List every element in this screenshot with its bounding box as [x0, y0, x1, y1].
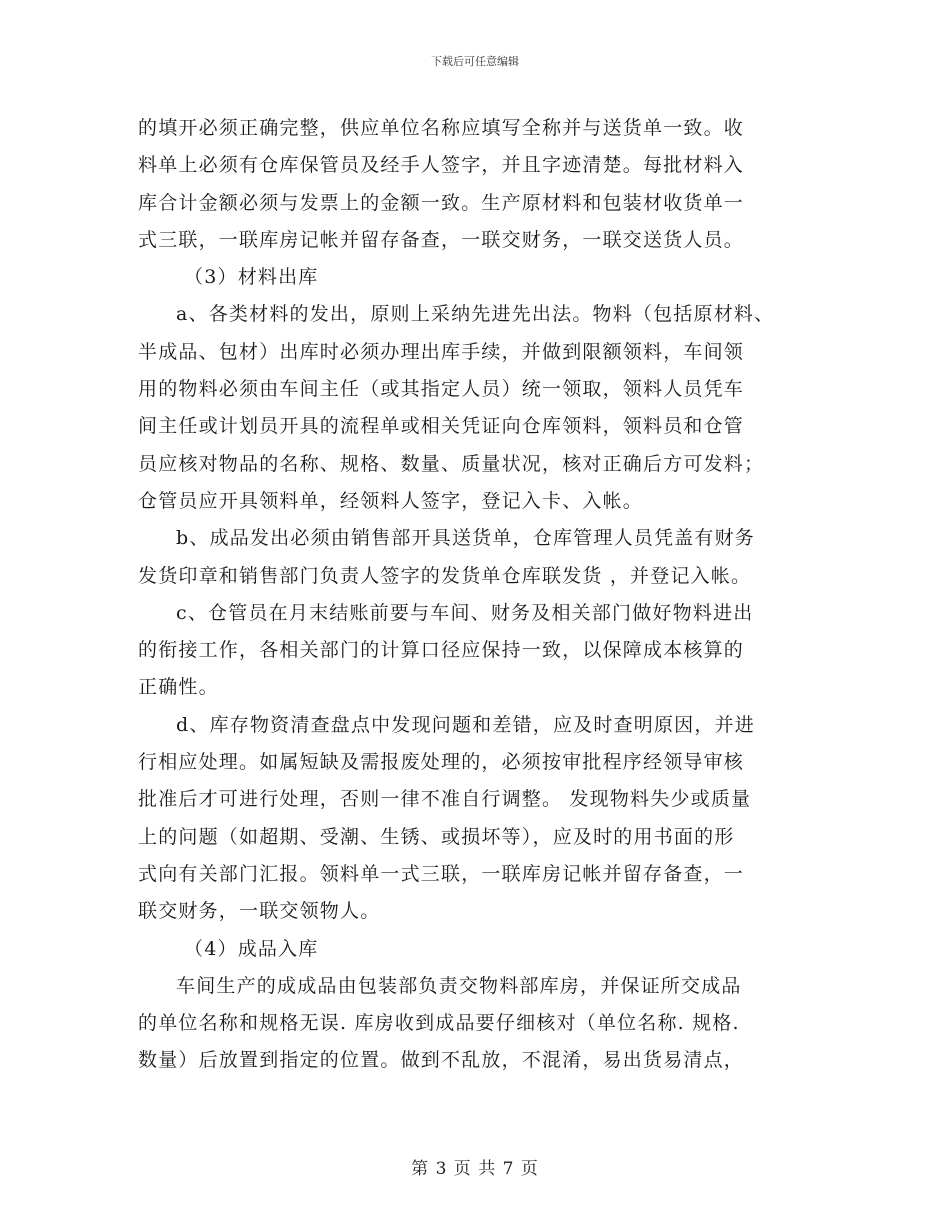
text-line: （4）成品入库	[184, 937, 319, 960]
document-body	[138, 110, 828, 1080]
text-line: 的衔接工作，各相关部门的计算口径应保持一致，以保障成本核算的	[138, 639, 745, 662]
text-line: d、库存物资清查盘点中发现问题和差错，应及时查明原因，并进	[176, 713, 755, 736]
text-line: 车间生产的成成品由包装部负责交物料部库房，并保证所交成品	[176, 974, 742, 997]
text-line: 用的物料必须由车间主任（或其指定人员）统一领取，领料人员凭车	[138, 378, 745, 401]
text-line: 式三联，一联库房记帐并留存备查，一联交财务，一联交送货人员。	[138, 228, 745, 251]
text-line: 员应核对物品的名称、规格、数量、质量状况，核对正确后方可发料；	[138, 452, 765, 475]
text-line: 式向有关部门汇报。领料单一式三联，一联库房记帐并留存备查，一	[138, 862, 745, 885]
text-line: 正确性。	[138, 676, 219, 699]
text-line: c、仓管员在月末结账前要与车间、财务及相关部门做好物料进出	[176, 601, 754, 624]
page-footer: 第 3 页 共 7 页	[411, 1159, 539, 1179]
text-line: 的填开必须正确完整，供应单位名称应填写全称并与送货单一致。收	[138, 117, 745, 139]
text-line: 半成品、包材）出库时必须办理出库手续，并做到限额领料，车间领	[138, 340, 745, 363]
text-line: 联交财务，一联交领物人。	[138, 900, 381, 923]
text-line: （3）材料出库	[184, 266, 319, 289]
text-line: 批准后才可进行处理，否则一律不准自行调整。 发现物料失少或质量	[138, 788, 752, 811]
text-line: a、各类材料的发出，原则上采纳先进先出法。物料（包括原材料、	[176, 303, 775, 326]
text-line: 发货印章和销售部门负责人签字的发货单仓库联发货 ，并登记入帐。	[138, 564, 752, 587]
text-line: 料单上必须有仓库保管员及经手人签字，并且字迹清楚。每批材料入	[138, 154, 745, 177]
text-line: 的单位名称和规格无误. 库房收到成品要仔细核对（单位名称. 规格.	[138, 1012, 740, 1035]
text-line: 行相应处理。如属短缺及需报废处理的，必须按审批程序经领导审核	[138, 751, 745, 774]
text-line: b、成品发出必须由销售部开具送货单，仓库管理人员凭盖有财务	[176, 527, 755, 550]
text-line: 数量）后放置到指定的位置。做到不乱放，不混淆，易出货易清点，	[138, 1049, 745, 1072]
page-header: 下载后可任意编辑	[431, 55, 519, 68]
text-line: 上的问题（如超期、受潮、生锈、或损坏等），应及时的用书面的形	[138, 825, 735, 848]
text-line: 库合计金额必须与发票上的金额一致。生产原材料和包装材收货单一	[138, 191, 745, 214]
text-line: 仓管员应开具领料单，经领料人签字，登记入卡、入帐。	[138, 489, 644, 512]
text-line: 间主任或计划员开具的流程单或相关凭证向仓库领料，领料员和仓管	[138, 415, 745, 438]
